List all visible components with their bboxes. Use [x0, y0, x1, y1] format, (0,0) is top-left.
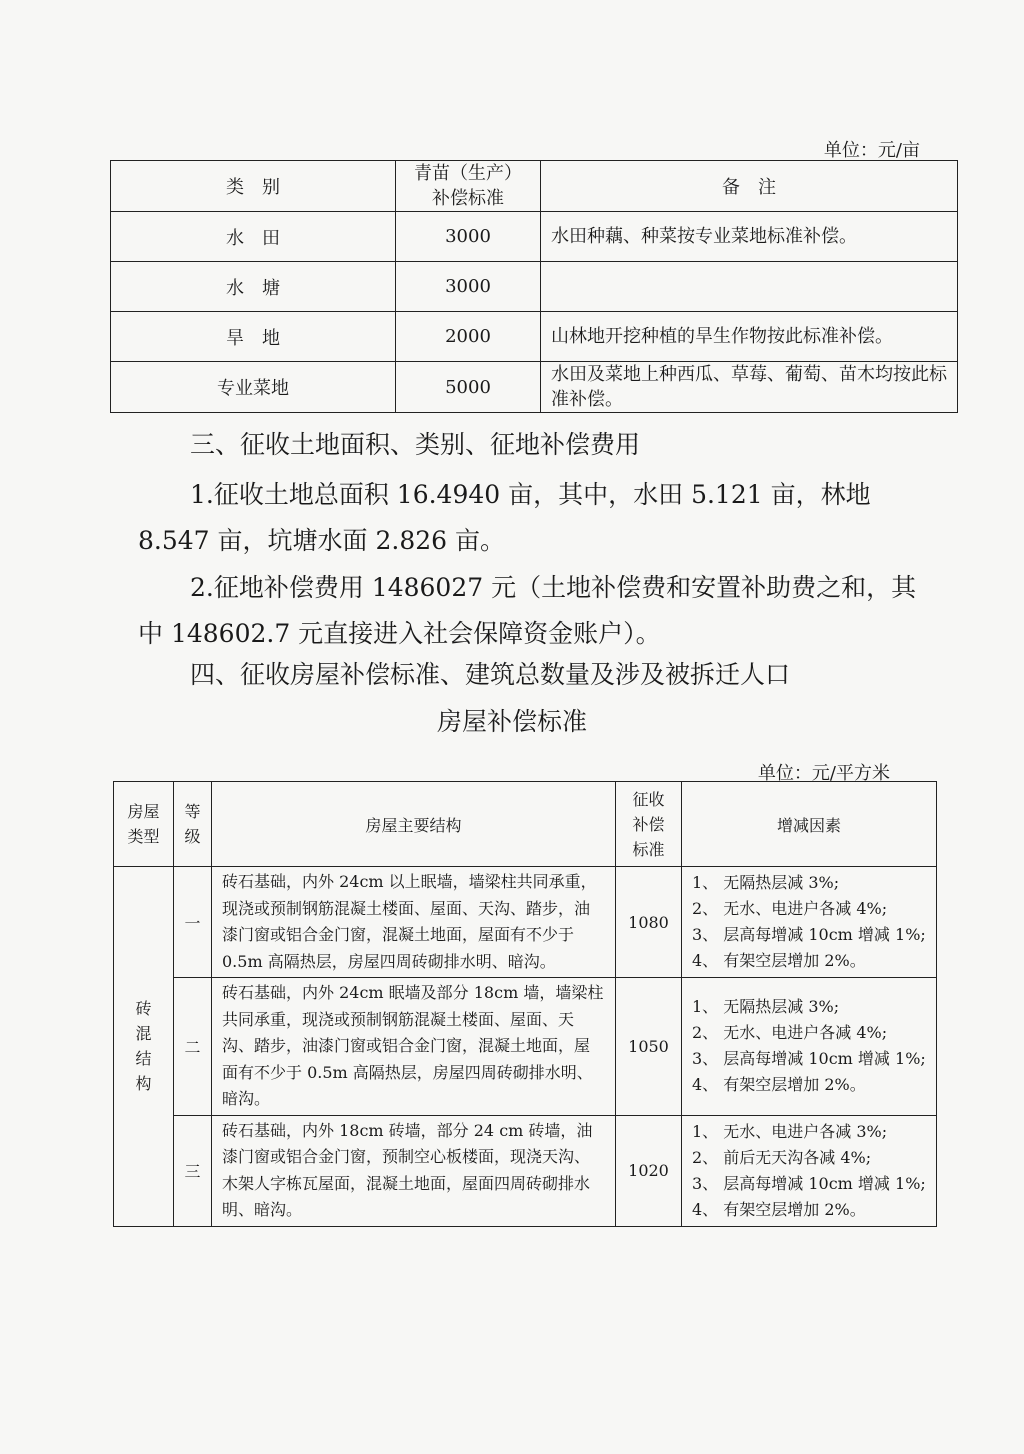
table-row	[111, 262, 958, 312]
header-standard-line1: 青苗（生产）	[414, 163, 522, 184]
row-category: 专业菜地	[111, 362, 396, 413]
house-type-char: 砖	[135, 999, 152, 1019]
table2-unit: 单位：元/平方米	[757, 763, 890, 784]
table-header-row	[114, 782, 937, 867]
row-standard: 3000	[396, 212, 541, 262]
header-adjust: 增减因素	[682, 782, 937, 867]
header-grade-line2: 级	[184, 827, 201, 846]
row-standard: 2000	[396, 312, 541, 362]
row-note	[541, 262, 958, 312]
row-standard: 1080	[616, 867, 682, 978]
house-type-cell	[114, 867, 174, 1227]
header-house-type-line2: 类型	[127, 827, 160, 846]
green-crop-compensation-table	[110, 160, 958, 413]
row-note: 水田及菜地上种西瓜、草莓、葡萄、苗木均按此标准补偿。	[541, 362, 958, 413]
header-category: 类 别	[111, 161, 396, 212]
row-adjust: 1、 无水、电进户各减 3%; 2、 前后无天沟各减 4%; 3、 层高每增减 10cm 增减 1%; 4、 有架空层增加 2%。	[682, 1115, 937, 1226]
section3-heading-text: 三、征收土地面积、类别、征地补偿费用	[190, 430, 641, 459]
row-category: 旱 地	[111, 312, 396, 362]
table1-unit: 单位：元/亩	[823, 140, 920, 161]
row-grade: 三	[174, 1115, 212, 1226]
row-adjust: 1、 无隔热层减 3%; 2、 无水、电进户各减 4%; 3、 层高每增减 10cm 增减 1%; 4、 有架空层增加 2%。	[682, 867, 937, 978]
section4-heading	[138, 652, 928, 698]
row-structure: 砖石基础，内外 18cm 砖墙，部分 24 cm 砖墙，油漆门窗或铝合金门窗，预制空心板楼面，现浇天沟、木架人字栋瓦屋面，混凝土地面，屋面四周砖砌排水明、暗沟。	[212, 1115, 616, 1226]
row-structure: 砖石基础，内外 24cm 眠墙及部分 18cm 墙，墙梁柱共同承重，现浇或预制钢筋混凝土楼面、屋面、天沟、踏步，油漆门窗或铝合金门窗，混凝土地面，屋面有不少于 0.5m 高隔热层，房屋四周砖砌排水明、暗沟。	[212, 978, 616, 1116]
header-standard	[616, 782, 682, 867]
header-standard-line2: 补偿	[632, 814, 665, 834]
section4-heading-text: 四、征收房屋补偿标准、建筑总数量及涉及被拆迁人口	[190, 660, 791, 689]
header-grade	[174, 782, 212, 867]
row-note: 山林地开挖种植的旱生作物按此标准补偿。	[541, 312, 958, 362]
header-standard	[396, 161, 541, 212]
row-grade: 一	[174, 867, 212, 978]
table-row	[111, 362, 958, 413]
table-row	[111, 312, 958, 362]
house-table-title: 房屋补偿标准	[436, 707, 587, 736]
table-row	[114, 867, 937, 978]
row-category: 水 塘	[111, 262, 396, 312]
header-standard-line1: 征收	[632, 789, 665, 809]
header-house-type	[114, 782, 174, 867]
row-standard: 3000	[396, 262, 541, 312]
house-type-char: 结	[135, 1049, 152, 1069]
row-category: 水 田	[111, 212, 396, 262]
row-structure: 砖石基础，内外 24cm 以上眠墙，墙梁柱共同承重，现浇或预制钢筋混凝土楼面、屋面、天沟、踏步，油漆门窗或铝合金门窗，混凝土地面，屋面有不少于 0.5m 高隔热层，房屋四周砖砌排水明、暗沟。	[212, 867, 616, 978]
section3-paragraph-1: 1.征收土地总面积 16.4940 亩，其中，水田 5.121 亩，林地 8.547 亩，坑塘水面 2.826 亩。	[138, 480, 871, 555]
header-structure: 房屋主要结构	[212, 782, 616, 867]
house-compensation-table	[113, 781, 937, 1227]
table-row	[114, 1115, 937, 1226]
header-note: 备 注	[541, 161, 958, 212]
row-standard: 1050	[616, 978, 682, 1116]
header-standard-line2: 补偿标准	[432, 188, 504, 209]
section3-paragraph-2: 2.征地补偿费用 1486027 元（土地补偿费和安置补助费之和，其中 148602.7 元直接进入社会保障资金账户）。	[138, 573, 917, 648]
table-row	[111, 212, 958, 262]
row-standard: 1020	[616, 1115, 682, 1226]
row-grade: 二	[174, 978, 212, 1116]
house-type-char: 混	[135, 1024, 152, 1044]
table-header-row	[111, 161, 958, 212]
row-adjust: 1、 无隔热层减 3%; 2、 无水、电进户各减 4%; 3、 层高每增减 10cm 增减 1%; 4、 有架空层增加 2%。	[682, 978, 937, 1116]
row-standard: 5000	[396, 362, 541, 413]
table-row	[114, 978, 937, 1116]
house-type-char: 构	[135, 1074, 152, 1094]
header-standard-line3: 标准	[632, 839, 665, 859]
header-house-type-line1: 房屋	[127, 802, 160, 821]
header-grade-line1: 等	[184, 802, 201, 821]
section3-heading	[138, 422, 928, 468]
row-note: 水田种藕、种菜按专业菜地标准补偿。	[541, 212, 958, 262]
